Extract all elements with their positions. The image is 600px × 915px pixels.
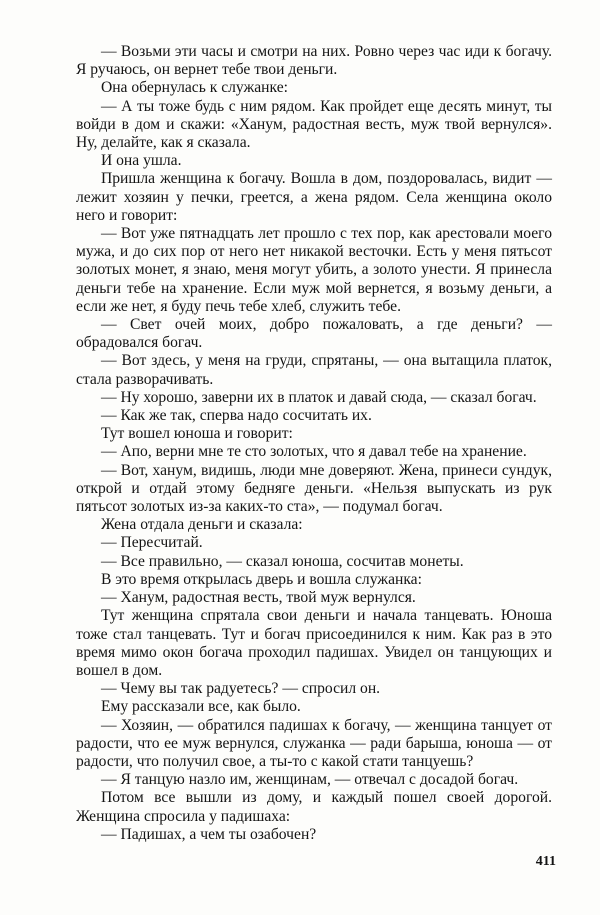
paragraph: — Как же так, сперва надо сосчитать их. [100,407,372,425]
paragraph: — Хозяин, — обратился падишах к богачу, — женщина танцует от радости, что ее муж вернулся, служанка — ради барыша, юноша — от радости, что получил свое, а ты-то с какой стати танцуешь? [76,716,552,770]
paragraph: В это время открылась дверь и вошла служанка: [100,570,422,588]
text-column [76,43,552,844]
paragraph: — Свет очей моих, добро пожаловать, а где деньги? — обрадовался богач. [76,316,552,352]
paragraph: — Чему вы так радуетесь? — спросил он. [100,680,381,698]
paragraph: — Ну хорошо, заверни их в платок и давай сюда, — сказал богач. [100,388,537,406]
paragraph: Тут вошел юноша и говорит: [100,425,293,443]
paragraph: Жена отдала деньги и сказала: [100,516,303,534]
paragraph: Пришла женщина к богачу. Вошла в дом, поздоровалась, видит — лежит хозяин у печки, греется, а жена рядом. Села женщина около него и говорит: [76,170,552,224]
paragraph: Она обернулась к служанке: [100,79,288,97]
paragraph: — Апо, верни мне те сто золотых, что я давал тебе на хранение. [100,443,527,461]
paragraph: — Ханум, радостная весть, твой муж вернулся. [100,589,416,607]
paragraph: Ему рассказали все, как было. [100,698,301,716]
paragraph: — Вот уже пятнадцать лет прошло с тех пор, как арестовали моего мужа, и до сих пор от него нет никакой весточки. Есть у меня пятьсот золотых монет, я знаю, меня могут убить, а золото унести. Я принесла деньги тебе на хранение. Если муж мой вернется, я возьму деньги, а если же нет, я буду печь тебе хлеб, служить тебе. [76,225,552,315]
paragraph: — Пересчитай. [100,534,203,552]
paragraph: — Вот, ханум, видишь, люди мне доверяют. Жена, принеси сундук, открой и отдай этому бедняге деньги. «Нельзя выпускать из рук пятьсот золотых из-за каких-то ста», — подумал богач. [76,461,552,516]
page-number: 411 [535,854,556,869]
paragraph: — Вот здесь, у меня на груди, спрятаны, — она вытащила платок, стала разворачивать. [76,352,552,388]
paragraph: — Возьми эти часы и смотри на них. Ровно через час иди к богачу. Я ручаюсь, он вернет тебе твои деньги. [76,43,552,79]
paragraph: — Падишах, а чем ты озабочен? [100,825,317,843]
paragraph: Потом все вышли из дому, и каждый пошел своей дорогой. Женщина спросила у падишаха: [76,789,552,825]
paragraph: И она ушла. [100,152,182,170]
paragraph: Тут женщина спрятала свои деньги и начала танцевать. Юноша тоже стал танцевать. Тут и богач присоединился к ним. Как раз в это время мимо окон богача проходил падишах. Увидел он танцующих и вошел в дом. [76,607,552,679]
paragraph: — Все правильно, — сказал юноша, сосчитав монеты. [100,552,464,570]
paragraph: — А ты тоже будь с ним рядом. Как пройдет еще десять минут, ты войди в дом и скажи: «Ханум, радостная весть, муж твой вернулся». Ну, делайте, как я сказала. [76,97,552,152]
paragraph: — Я танцую назло им, женщинам, — отвечал с досадой богач. [100,771,519,789]
